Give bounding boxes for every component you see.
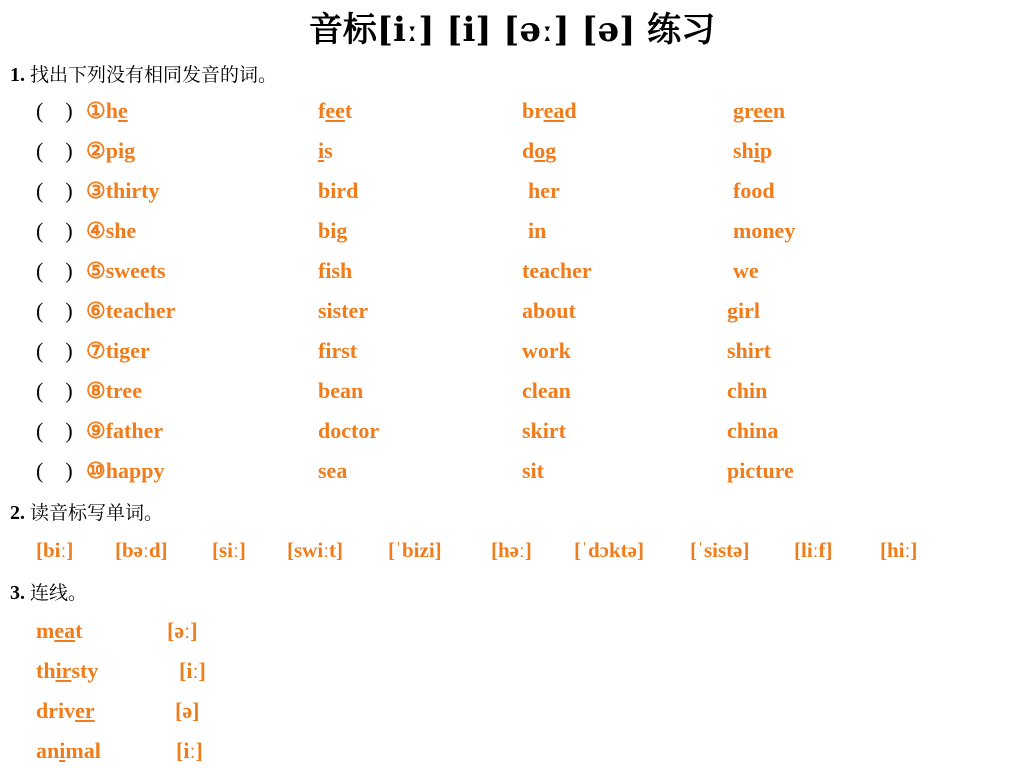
word-part: s <box>324 138 333 163</box>
section-2-instruction: 读音标写单词。 <box>30 502 164 524</box>
word-option-4 <box>733 178 775 204</box>
word-option-1 <box>86 298 175 324</box>
word-option-4 <box>727 338 771 364</box>
word-part: clean <box>522 378 571 403</box>
word-part: she <box>105 218 137 243</box>
item-number: ⑨ <box>86 418 106 443</box>
word-option-4 <box>733 98 785 124</box>
word-option-4 <box>727 378 767 404</box>
word-option-3 <box>522 98 577 124</box>
word-part: big <box>318 218 348 243</box>
word-part: bean <box>318 378 364 403</box>
word-option-3 <box>522 138 556 164</box>
section-2-number: 2. <box>10 502 25 524</box>
word-option-2 <box>318 178 358 204</box>
word-part: thirty <box>105 178 160 203</box>
word-part: her <box>528 178 560 203</box>
word-part: picture <box>727 458 794 483</box>
word-part: t <box>75 618 83 643</box>
item-number: ⑥ <box>86 298 106 323</box>
word-part: m <box>36 618 55 643</box>
item-number: ⑧ <box>86 378 106 403</box>
word-option-2 <box>318 458 347 484</box>
word-option-3 <box>522 338 571 364</box>
word-part: sea <box>318 458 348 483</box>
word-part: work <box>522 338 571 363</box>
word-part: pig <box>105 138 136 163</box>
page-title: 音标[iː] [i] [əː] [ə] 练习 <box>308 10 716 50</box>
answer-blank[interactable]: ( ) <box>36 178 73 203</box>
word-part: we <box>733 258 759 283</box>
match-word[interactable] <box>36 658 98 684</box>
match-phonetic[interactable]: [iː] <box>176 738 203 763</box>
word-part: china <box>727 418 779 443</box>
word-part: shirt <box>727 338 771 363</box>
phonetic-item: [hiː] <box>880 538 918 562</box>
item-number: ③ <box>86 178 106 203</box>
word-part: chin <box>727 378 768 403</box>
exercise-row <box>0 378 1024 408</box>
word-part: food <box>733 178 775 203</box>
phonetic-item: [ˈbizi] <box>388 538 442 562</box>
match-word[interactable] <box>36 698 95 724</box>
match-phonetic[interactable]: [iː] <box>179 658 206 683</box>
section-3-number: 3. <box>10 582 25 604</box>
word-part: about <box>522 298 576 323</box>
exercise-row <box>0 418 1024 448</box>
word-option-2 <box>318 338 357 364</box>
word-part: in <box>528 218 547 243</box>
word-option-3 <box>522 378 571 404</box>
word-option-1 <box>86 418 163 444</box>
word-part: an <box>36 738 60 763</box>
phonetic-item: [ˈdɔktə] <box>574 538 644 562</box>
word-part: doctor <box>318 418 380 443</box>
phonetic-item: [swiːt] <box>287 538 343 562</box>
word-option-3 <box>528 178 560 204</box>
word-option-1 <box>86 338 150 364</box>
match-phonetic[interactable]: [ə] <box>175 698 200 723</box>
match-phonetic[interactable]: [əː] <box>167 618 198 643</box>
word-option-3 <box>522 418 566 444</box>
phonetic-item: [həː] <box>491 538 532 562</box>
word-option-1 <box>86 458 164 484</box>
match-word[interactable] <box>36 618 82 644</box>
underlined-letters: ee <box>325 98 345 123</box>
exercise-row <box>0 138 1024 168</box>
section-2-heading <box>10 498 163 525</box>
section-1-number: 1. <box>10 64 25 86</box>
section-1-heading <box>10 60 277 87</box>
item-number: ⑤ <box>86 258 106 283</box>
word-part: driv <box>36 698 76 723</box>
word-part: sweets <box>105 258 166 283</box>
word-part: gr <box>733 98 754 123</box>
item-number: ⑦ <box>86 338 106 363</box>
underlined-letters: i <box>59 738 66 763</box>
word-part: d <box>522 138 535 163</box>
word-part: tiger <box>105 338 150 363</box>
phonetic-item: [bəːd] <box>115 538 168 562</box>
underlined-letters: o <box>534 138 546 163</box>
underlined-letters: er <box>75 698 95 723</box>
word-part: g <box>545 138 557 163</box>
word-part: h <box>105 98 118 123</box>
word-part: br <box>522 98 544 123</box>
item-number: ⑩ <box>86 458 106 483</box>
word-part: bird <box>318 178 359 203</box>
word-part: p <box>759 138 773 163</box>
underlined-letters: ir <box>55 658 72 683</box>
answer-blank[interactable]: ( ) <box>36 458 73 483</box>
word-part: t <box>344 98 353 123</box>
word-option-2 <box>318 298 368 324</box>
word-part: father <box>105 418 164 443</box>
item-number: ② <box>86 138 106 163</box>
answer-blank[interactable]: ( ) <box>36 98 73 123</box>
section-3-heading <box>10 578 87 605</box>
word-option-2 <box>318 418 379 444</box>
word-option-4 <box>727 458 794 484</box>
answer-blank[interactable]: ( ) <box>36 298 73 323</box>
exercise-row <box>0 258 1024 288</box>
word-option-3 <box>522 258 592 284</box>
word-option-1 <box>86 98 128 124</box>
word-option-1 <box>86 258 166 284</box>
word-part: first <box>318 338 358 363</box>
word-option-4 <box>727 418 778 444</box>
exercise-row <box>0 458 1024 488</box>
word-part: sty <box>71 658 99 683</box>
word-option-1 <box>86 218 136 244</box>
word-option-1 <box>86 378 142 404</box>
phonetic-item: [liːf] <box>794 538 833 562</box>
word-option-4 <box>733 218 795 244</box>
word-part: fish <box>318 258 353 283</box>
word-option-2 <box>318 258 352 284</box>
word-option-3 <box>522 298 576 324</box>
underlined-letters: ee <box>753 98 773 123</box>
underlined-letters: ea <box>543 98 565 123</box>
word-part: girl <box>727 298 760 323</box>
word-part: mal <box>65 738 101 763</box>
word-part: d <box>564 98 577 123</box>
answer-blank[interactable]: ( ) <box>36 218 73 243</box>
word-part: tree <box>105 378 142 403</box>
exercise-row <box>0 298 1024 328</box>
word-option-1 <box>86 178 160 204</box>
section-1-instruction: 找出下列没有相同发音的词。 <box>30 64 278 86</box>
exercise-row <box>0 178 1024 208</box>
word-part: sit <box>522 458 544 483</box>
underlined-letters: i <box>318 138 325 163</box>
exercise-row <box>0 98 1024 128</box>
word-option-3 <box>522 458 544 484</box>
exercise-row <box>0 218 1024 248</box>
item-number: ④ <box>86 218 106 243</box>
item-number: ① <box>86 98 106 123</box>
word-option-2 <box>318 378 363 404</box>
word-option-1 <box>86 138 135 164</box>
word-option-2 <box>318 218 347 244</box>
word-part: sh <box>733 138 754 163</box>
answer-blank[interactable]: ( ) <box>36 258 73 283</box>
answer-blank[interactable]: ( ) <box>36 418 73 443</box>
word-option-2 <box>318 98 352 124</box>
answer-blank[interactable]: ( ) <box>36 378 73 403</box>
word-option-4 <box>733 138 772 164</box>
underlined-letters: ea <box>54 618 76 643</box>
match-word[interactable] <box>36 738 101 764</box>
word-part: th <box>36 658 56 683</box>
word-part: n <box>772 98 786 123</box>
underlined-letters: e <box>117 98 128 123</box>
word-part: sister <box>318 298 369 323</box>
exercise-row <box>0 338 1024 368</box>
word-option-3 <box>528 218 546 244</box>
word-part: teacher <box>522 258 592 283</box>
word-option-2 <box>318 138 333 164</box>
word-part: happy <box>105 458 165 483</box>
underlined-letters: i <box>753 138 760 163</box>
phonetic-item: [ˈsistə] <box>690 538 750 562</box>
phonetic-item: [biː] <box>36 538 74 562</box>
answer-blank[interactable]: ( ) <box>36 338 73 363</box>
phonetic-item: [siː] <box>212 538 246 562</box>
word-option-4 <box>733 258 759 284</box>
word-part: skirt <box>522 418 566 443</box>
word-part: teacher <box>105 298 176 323</box>
word-option-4 <box>727 298 760 324</box>
word-part: f <box>318 98 326 123</box>
section-3-instruction: 连线。 <box>30 582 88 604</box>
answer-blank[interactable]: ( ) <box>36 138 73 163</box>
word-part: money <box>733 218 796 243</box>
